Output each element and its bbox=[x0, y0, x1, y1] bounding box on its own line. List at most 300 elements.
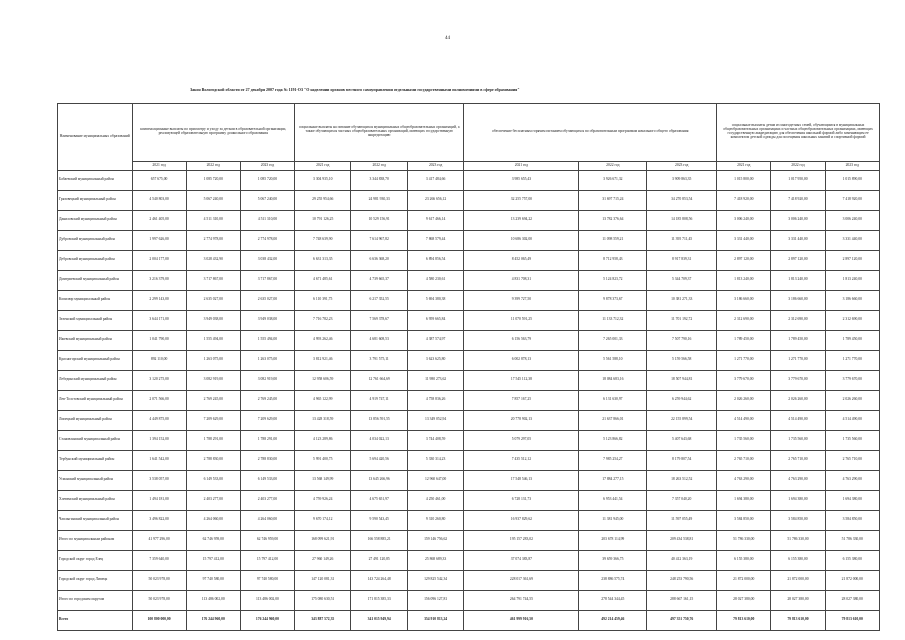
municipality-name: Ижевский муниципальный район bbox=[58, 330, 133, 350]
table-cell: 6 728 131,73 bbox=[464, 490, 579, 510]
table-cell: 3 028 432,90 bbox=[186, 250, 240, 270]
header-municipality: Наименование муниципальных образований bbox=[58, 103, 133, 170]
table-cell: 1 694 380,00 bbox=[771, 490, 825, 510]
table-cell: 6 110 391,75 bbox=[295, 290, 351, 310]
table-cell: 6 259 944,62 bbox=[647, 390, 717, 410]
table-cell: 13 239 694,22 bbox=[464, 210, 579, 230]
table-cell: 13 856 591,55 bbox=[351, 410, 407, 430]
table-cell: 1 017 950,00 bbox=[771, 170, 825, 190]
table-cell: 27 960 149,26 bbox=[295, 550, 351, 570]
table-cell: 5 344 709,37 bbox=[647, 270, 717, 290]
table-cell: 195 157 283,02 bbox=[464, 530, 579, 550]
table-cell: 492 214 459,46 bbox=[579, 610, 647, 630]
table-cell: 9 399 727,50 bbox=[464, 290, 579, 310]
year-header: 2021 год bbox=[132, 161, 186, 170]
table-cell: 6 155 380,00 bbox=[771, 550, 825, 570]
table-cell: 24 981 930,33 bbox=[351, 190, 407, 210]
table-cell: 5 330 314,23 bbox=[407, 450, 463, 470]
table-cell: 7 418 920,00 bbox=[771, 190, 825, 210]
table-cell: 3 949 038,00 bbox=[240, 310, 294, 330]
table-cell: 14 185 808,56 bbox=[647, 210, 717, 230]
table-row bbox=[58, 570, 880, 590]
table-cell: 7 569 378,67 bbox=[351, 310, 407, 330]
table-row bbox=[58, 610, 880, 630]
table-cell: 4 034 022,13 bbox=[351, 430, 407, 450]
table-cell: 12 761 664,69 bbox=[351, 370, 407, 390]
table-cell: 3 584 850,00 bbox=[717, 510, 771, 530]
table-cell: 4 763 290,00 bbox=[717, 470, 771, 490]
table-cell: 288 667 161,15 bbox=[647, 590, 717, 610]
table-row bbox=[58, 370, 880, 390]
table-cell: 5 067 240,00 bbox=[186, 190, 240, 210]
table-cell: 3 779 670,00 bbox=[771, 370, 825, 390]
table-cell: 3 038 432,00 bbox=[240, 250, 294, 270]
table-cell: 50 023 978,00 bbox=[132, 570, 186, 590]
table-cell: 2 299 143,00 bbox=[132, 290, 186, 310]
table-row bbox=[58, 530, 880, 550]
table-cell: 175 080 630,51 bbox=[295, 590, 351, 610]
table-cell: 97 740 580,00 bbox=[240, 570, 294, 590]
table-cell: 461 999 916,50 bbox=[464, 610, 579, 630]
table-cell: 2 769 245,00 bbox=[240, 390, 294, 410]
municipality-name: Итого по муниципальным районам bbox=[58, 530, 133, 550]
table-row bbox=[58, 210, 880, 230]
table-cell: 3 082 919,00 bbox=[186, 370, 240, 390]
header-group-1: компенсационные выплаты по присмотру и уходу за детьми в образовательной организации, реализующей образовательную программу дошкольного образования bbox=[132, 103, 295, 161]
municipality-name: Дубровский муниципальный район bbox=[58, 230, 133, 250]
table-cell: 7 359 640,00 bbox=[132, 550, 186, 570]
table-cell: 159 146 756,62 bbox=[407, 530, 463, 550]
table-cell: 7 614 967,82 bbox=[351, 230, 407, 250]
table-row bbox=[58, 450, 880, 470]
municipality-name: Кизилюр муниципальный район bbox=[58, 290, 133, 310]
municipality-name: Даниловский муниципальный район bbox=[58, 210, 133, 230]
municipality-name: Городской округ город Липецк bbox=[58, 570, 133, 590]
table-cell: 1 789 450,00 bbox=[825, 330, 879, 350]
table-cell: 892 110,00 bbox=[132, 350, 186, 370]
table-cell: 6 631 313,35 bbox=[295, 250, 351, 270]
table-cell: 1 555 494,00 bbox=[186, 330, 240, 350]
municipality-name: Лебединский муниципальный район bbox=[58, 370, 133, 390]
table-cell: 3 779 670,00 bbox=[825, 370, 879, 390]
table-cell: 1 041 790,00 bbox=[132, 330, 186, 350]
table-cell: 10 529 156,91 bbox=[351, 210, 407, 230]
table-cell: 10 791 126,25 bbox=[295, 210, 351, 230]
table-cell: 3 082 919,00 bbox=[240, 370, 294, 390]
municipality-name: Городской округ город Елец bbox=[58, 550, 133, 570]
table-cell: 20 778 902,13 bbox=[464, 410, 579, 430]
table-cell: 2 635 027,00 bbox=[240, 290, 294, 310]
table-cell: 1 494 181,00 bbox=[132, 490, 186, 510]
table-cell: 4 759 926,24 bbox=[295, 490, 351, 510]
table-cell: 1 271 770,00 bbox=[717, 350, 771, 370]
table-row bbox=[58, 310, 880, 330]
year-header: 2023 год bbox=[407, 161, 463, 170]
table-cell: 4 831 708,31 bbox=[464, 270, 579, 290]
table-cell: 168 099 621,91 bbox=[295, 530, 351, 550]
table-cell: 113 486 002,00 bbox=[186, 590, 240, 610]
table-cell: 7 435 512,12 bbox=[464, 450, 579, 470]
table-cell: 4 511 310,00 bbox=[186, 210, 240, 230]
table-cell: 166 558 885,21 bbox=[351, 530, 407, 550]
table-cell: 2 461 405,00 bbox=[132, 210, 186, 230]
year-header: 2021 год bbox=[295, 161, 351, 170]
table-cell: 28 027 380,00 bbox=[771, 590, 825, 610]
year-header: 2022 год bbox=[771, 161, 825, 170]
table-cell: 7 748 639,90 bbox=[295, 230, 351, 250]
table-row bbox=[58, 550, 880, 570]
table-cell: 3 644 171,00 bbox=[132, 310, 186, 330]
table-cell: 1 015 890,00 bbox=[825, 170, 879, 190]
table-cell: 3 496 822,00 bbox=[132, 510, 186, 530]
table-cell: 9 617 466,14 bbox=[407, 210, 463, 230]
year-header: 2023 год bbox=[240, 161, 294, 170]
table-cell: 15 797 412,00 bbox=[240, 550, 294, 570]
table-cell: 17 884 277,15 bbox=[579, 470, 647, 490]
table-cell: 2 403 277,00 bbox=[186, 490, 240, 510]
table-cell: 3 717 867,00 bbox=[186, 270, 240, 290]
table-cell: 3 304 935,10 bbox=[295, 170, 351, 190]
table-cell: 4 511 310,00 bbox=[240, 210, 294, 230]
table-cell: 2 897 120,00 bbox=[825, 250, 879, 270]
table-cell: 113 486 002,00 bbox=[240, 590, 294, 610]
page-number: 44 bbox=[445, 36, 450, 41]
table-cell: 41 977 296,00 bbox=[132, 530, 186, 550]
table-cell: 9 670 174,12 bbox=[295, 510, 351, 530]
table-cell: 7 418 920,00 bbox=[717, 190, 771, 210]
year-header: 2022 год bbox=[186, 161, 240, 170]
table-cell: 4 514 490,00 bbox=[825, 410, 879, 430]
table-cell: 29 255 954,66 bbox=[295, 190, 351, 210]
table-cell: 2 004 177,00 bbox=[132, 250, 186, 270]
municipality-name: Лев-Толстовский муниципальный район bbox=[58, 390, 133, 410]
table-row bbox=[58, 470, 880, 490]
table-cell: 1 813 240,00 bbox=[771, 270, 825, 290]
table-cell: 4 514 490,00 bbox=[717, 410, 771, 430]
table-row bbox=[58, 510, 880, 530]
municipality-name: Дмитриевский муниципальный район bbox=[58, 270, 133, 290]
table-cell: 2 774 978,00 bbox=[186, 230, 240, 250]
table-cell: 3 006 240,00 bbox=[771, 210, 825, 230]
table-cell: 1 271 770,00 bbox=[825, 350, 879, 370]
table-cell: 2 765 710,00 bbox=[717, 450, 771, 470]
table-cell: 2 026 260,00 bbox=[771, 390, 825, 410]
table-cell: 1 735 560,00 bbox=[825, 430, 879, 450]
year-header: 2023 год bbox=[647, 161, 717, 170]
table-row bbox=[58, 270, 880, 290]
table-cell: 13 645 266,96 bbox=[351, 470, 407, 490]
table-cell: 4 250 461,00 bbox=[407, 490, 463, 510]
table-cell: 6 894 856,54 bbox=[407, 250, 463, 270]
table-cell: 27 491 120,85 bbox=[351, 550, 407, 570]
table-cell: 5 159 566,58 bbox=[647, 350, 717, 370]
table-cell: 3 417 484,66 bbox=[407, 170, 463, 190]
table-cell: 5 991 400,75 bbox=[295, 450, 351, 470]
table-cell: 2 026 260,00 bbox=[717, 390, 771, 410]
table-cell: 18 084 683,16 bbox=[579, 370, 647, 390]
table-cell: 6 155 380,00 bbox=[825, 550, 879, 570]
table-cell: 5 123 866,82 bbox=[579, 430, 647, 450]
table-cell: 248 253 790,56 bbox=[647, 570, 717, 590]
table-cell: 1 997 626,00 bbox=[132, 230, 186, 250]
table-cell: 176 244 960,00 bbox=[186, 610, 240, 630]
table-cell: 2 026 260,00 bbox=[825, 390, 879, 410]
table-row bbox=[58, 230, 880, 250]
table-cell: 1 263 075,00 bbox=[240, 350, 294, 370]
table-cell: 354 910 813,24 bbox=[407, 610, 463, 630]
table-cell: 2 765 710,00 bbox=[825, 450, 879, 470]
table-cell: 4 514 490,00 bbox=[771, 410, 825, 430]
table-cell: 6 155 380,00 bbox=[717, 550, 771, 570]
table-cell: 4 540 803,00 bbox=[132, 190, 186, 210]
table-cell: 1 789 450,00 bbox=[771, 330, 825, 350]
table-cell: 657 675,00 bbox=[132, 170, 186, 190]
table-cell: 3 584 850,00 bbox=[771, 510, 825, 530]
year-header-row bbox=[58, 161, 880, 170]
table-cell: 62 746 959,00 bbox=[186, 530, 240, 550]
table-cell: 228 017 361,69 bbox=[464, 570, 579, 590]
table-cell: 2 071 566,00 bbox=[132, 390, 186, 410]
table-cell: 3 812 921,46 bbox=[295, 350, 351, 370]
appendix-table bbox=[57, 85, 880, 631]
table-cell: 4 123 289,86 bbox=[295, 430, 351, 450]
municipality-name: Всего bbox=[58, 610, 133, 630]
table-cell: 51 786 330,00 bbox=[771, 530, 825, 550]
table-cell: 3 717 867,00 bbox=[240, 270, 294, 290]
table-cell: 3 623 625,80 bbox=[407, 350, 463, 370]
table-cell: 156 096 127,81 bbox=[407, 590, 463, 610]
table-cell: 341 015 949,94 bbox=[351, 610, 407, 630]
table-cell: 51 786 330,00 bbox=[717, 530, 771, 550]
table-cell: 11 133 712,32 bbox=[579, 310, 647, 330]
table-cell: 4 739 665,37 bbox=[351, 270, 407, 290]
year-header: 2021 год bbox=[464, 161, 579, 170]
table-cell: 4 763 290,00 bbox=[825, 470, 879, 490]
table-cell: 21 637 866,01 bbox=[579, 410, 647, 430]
table-cell: 3 926 671,32 bbox=[579, 170, 647, 190]
table-row bbox=[58, 350, 880, 370]
table-cell: 12 960 647,00 bbox=[407, 470, 463, 490]
table-cell: 6 149 533,00 bbox=[240, 470, 294, 490]
table-cell: 238 886 575,74 bbox=[579, 570, 647, 590]
table-cell: 5 079 297,05 bbox=[464, 430, 579, 450]
table-cell: 1 641 542,00 bbox=[132, 450, 186, 470]
table-cell: 18 507 944,81 bbox=[647, 370, 717, 390]
table-cell: 7 857 167,25 bbox=[464, 390, 579, 410]
table-cell: 1 694 380,00 bbox=[825, 490, 879, 510]
table-cell: 5 124 823,72 bbox=[579, 270, 647, 290]
table-cell: 3 120 275,00 bbox=[132, 370, 186, 390]
table-cell: 5 694 420,56 bbox=[351, 450, 407, 470]
table-cell: 13 568 149,99 bbox=[295, 470, 351, 490]
table-cell: 28 027 380,00 bbox=[825, 590, 879, 610]
municipality-name: Зеленский муниципальный район bbox=[58, 310, 133, 330]
table-cell: 3 186 660,00 bbox=[825, 290, 879, 310]
table-cell: 7 507 790,16 bbox=[647, 330, 717, 350]
table-cell: 6 636 368,20 bbox=[351, 250, 407, 270]
table-cell: 13 428 318,59 bbox=[295, 410, 351, 430]
table-cell: 2 765 710,00 bbox=[771, 450, 825, 470]
table-cell: 1 788 291,00 bbox=[240, 430, 294, 450]
year-header: 2023 год bbox=[825, 161, 879, 170]
table-cell: 7 985 254,27 bbox=[579, 450, 647, 470]
year-header: 2021 год bbox=[717, 161, 771, 170]
table-cell: 1 015 800,00 bbox=[717, 170, 771, 190]
table-cell: 79 813 610,00 bbox=[717, 610, 771, 630]
table-cell: 22 155 899,54 bbox=[647, 410, 717, 430]
table-cell: 171 815 385,33 bbox=[351, 590, 407, 610]
table-cell: 203 678 114,99 bbox=[579, 530, 647, 550]
table-cell: 11 381 945,00 bbox=[579, 510, 647, 530]
table-cell: 3 331 440,00 bbox=[825, 230, 879, 250]
table-cell: 50 023 978,00 bbox=[132, 590, 186, 610]
table-cell: 4 671 485,61 bbox=[295, 270, 351, 290]
table-cell: 21 872 000,00 bbox=[825, 570, 879, 590]
table-cell: 4 993 262,46 bbox=[295, 330, 351, 350]
table-cell: 9 878 373,67 bbox=[579, 290, 647, 310]
table-cell: 10 381 271,33 bbox=[647, 290, 717, 310]
table-cell: 3 985 655,43 bbox=[464, 170, 579, 190]
municipality-name: Красногорский муниципальный район bbox=[58, 350, 133, 370]
table-cell: 4 264 060,00 bbox=[186, 510, 240, 530]
table-row bbox=[58, 250, 880, 270]
table-cell: 11 597 055,49 bbox=[647, 510, 717, 530]
table-cell: 5 694 380,38 bbox=[407, 290, 463, 310]
municipality-name: Бабаевский муниципальный район bbox=[58, 170, 133, 190]
table-cell: 8 712 958,43 bbox=[579, 250, 647, 270]
table-cell: 6 156 563,79 bbox=[464, 330, 579, 350]
table-cell: 1 788 291,00 bbox=[186, 430, 240, 450]
table-cell: 7 357 040,20 bbox=[647, 490, 717, 510]
table-cell: 2 897 120,00 bbox=[717, 250, 771, 270]
table-row bbox=[58, 390, 880, 410]
table-cell: 79 813 610,00 bbox=[825, 610, 879, 630]
table-cell: 13 782 376,64 bbox=[579, 210, 647, 230]
document-title: Закон Вологодской области от 27 декабря 2007 года № 1191-ОЗ "О наделении органов местного самоуправления отдельными государственными полномочиями в сфере образования" bbox=[190, 87, 520, 92]
table-cell: 28 027 380,00 bbox=[717, 590, 771, 610]
table-cell: 7 418 920,00 bbox=[825, 190, 879, 210]
table-cell: 1 789 450,00 bbox=[717, 330, 771, 350]
table-cell: 5 561 588,10 bbox=[579, 350, 647, 370]
table-cell: 278 544 344,45 bbox=[579, 590, 647, 610]
table-cell: 147 120 081,31 bbox=[295, 570, 351, 590]
table-cell: 4 449 875,00 bbox=[132, 410, 186, 430]
table-cell: 4 965 122,99 bbox=[295, 390, 351, 410]
table-cell: 2 403 277,00 bbox=[240, 490, 294, 510]
table-cell: 8 452 065,49 bbox=[464, 250, 579, 270]
table-cell: 6 131 630,97 bbox=[579, 390, 647, 410]
table-cell: 79 813 610,00 bbox=[771, 610, 825, 630]
table-cell: 1 263 075,00 bbox=[186, 350, 240, 370]
table-cell: 497 351 750,76 bbox=[647, 610, 717, 630]
table-cell: 4 758 836,26 bbox=[407, 390, 463, 410]
table-cell: 4 919 747,11 bbox=[351, 390, 407, 410]
header-group-2: социальные выплаты на питание обучающихся муниципальных общеобразовательных организаций, а также обучающихся частных общеобразовательных организаций, имеющих государственную аккредитацию bbox=[295, 103, 464, 161]
table-cell: 17 545 112,38 bbox=[464, 370, 579, 390]
table-cell: 1 271 770,00 bbox=[771, 350, 825, 370]
municipality-name: Дебровский муниципальный район bbox=[58, 250, 133, 270]
header-group-3: обеспечение бесплатным горячим питанием обучающихся по образовательным программам начального общего образования bbox=[464, 103, 717, 161]
table-cell: 8 917 839,31 bbox=[647, 250, 717, 270]
table-cell: 6 953 441,54 bbox=[579, 490, 647, 510]
table-cell: 264 791 744,55 bbox=[464, 590, 579, 610]
table-cell: 2 788 830,00 bbox=[186, 450, 240, 470]
table-cell: 3 779 670,00 bbox=[717, 370, 771, 390]
year-header: 2022 год bbox=[579, 161, 647, 170]
table-cell: 2 769 245,00 bbox=[186, 390, 240, 410]
table-row bbox=[58, 170, 880, 190]
table-cell: 3 331 440,00 bbox=[717, 230, 771, 250]
table-cell: 4 681 608,53 bbox=[351, 330, 407, 350]
year-header: 2022 год bbox=[351, 161, 407, 170]
table-cell: 37 074 383,87 bbox=[464, 550, 579, 570]
table-cell: 3 949 038,00 bbox=[186, 310, 240, 330]
table-cell: 13 349 052,94 bbox=[407, 410, 463, 430]
table-cell: 1 085 720,00 bbox=[240, 170, 294, 190]
table-cell: 11 070 591,25 bbox=[464, 310, 579, 330]
table-cell: 3 538 057,00 bbox=[132, 470, 186, 490]
table-cell: 1 735 560,00 bbox=[771, 430, 825, 450]
table-cell: 343 887 572,35 bbox=[295, 610, 351, 630]
table-cell: 7 716 782,23 bbox=[295, 310, 351, 330]
table-cell: 16 937 829,62 bbox=[464, 510, 579, 530]
table-row bbox=[58, 290, 880, 310]
table-cell: 3 344 838,70 bbox=[351, 170, 407, 190]
table-cell: 62 746 959,00 bbox=[240, 530, 294, 550]
table-row bbox=[58, 410, 880, 430]
table-cell: 209 434 538,81 bbox=[647, 530, 717, 550]
table-cell: 7 868 579,44 bbox=[407, 230, 463, 250]
table-cell: 3 186 660,00 bbox=[717, 290, 771, 310]
header-group-4: социальные выплаты детям из многодетных семей, обучающимся в муниципальных общеобразовательных организациях и частных общеобразовательных организациях, имеющих государственную аккредитацию для обеспечения школьной формой либо заменяющим ее комплектом детской одежды для посещения школьных занятий и спортивной формой bbox=[717, 103, 880, 161]
table-cell: 4 580 230,61 bbox=[407, 270, 463, 290]
table-cell: 143 724 264,48 bbox=[351, 570, 407, 590]
municipality-name: Липецкий муниципальный район bbox=[58, 410, 133, 430]
table-cell: 2 635 027,00 bbox=[186, 290, 240, 310]
table-cell: 3 186 660,00 bbox=[771, 290, 825, 310]
table-row bbox=[58, 590, 880, 610]
table-cell: 7 265 001,33 bbox=[579, 330, 647, 350]
table-cell: 4 264 060,00 bbox=[240, 510, 294, 530]
table-cell: 2 897 120,00 bbox=[771, 250, 825, 270]
municipality-name: Хлевенский муниципальный район bbox=[58, 490, 133, 510]
table-cell: 1 394 152,00 bbox=[132, 430, 186, 450]
table-cell: 11 098 559,21 bbox=[579, 230, 647, 250]
table-cell: 2 788 830,00 bbox=[240, 450, 294, 470]
table-cell: 2 312 690,00 bbox=[717, 310, 771, 330]
table-cell: 97 740 580,00 bbox=[186, 570, 240, 590]
table-cell: 4 763 290,00 bbox=[771, 470, 825, 490]
table-cell: 129 825 542,34 bbox=[407, 570, 463, 590]
table-cell: 11 701 192,72 bbox=[647, 310, 717, 330]
table-cell: 32 255 757,00 bbox=[464, 190, 579, 210]
table-cell: 3 331 440,00 bbox=[771, 230, 825, 250]
table-cell: 3 744 408,59 bbox=[407, 430, 463, 450]
table-cell: 1 813 240,00 bbox=[717, 270, 771, 290]
table-row bbox=[58, 490, 880, 510]
table-cell: 1 694 380,00 bbox=[717, 490, 771, 510]
table-cell: 3 006 240,00 bbox=[717, 210, 771, 230]
municipality-name: Тербунский муниципальный район bbox=[58, 450, 133, 470]
municipality-name: Грязовецкий муниципальный район bbox=[58, 190, 133, 210]
table-cell: 4 387 574,97 bbox=[407, 330, 463, 350]
table-cell: 1 085 720,00 bbox=[186, 170, 240, 190]
table-cell: 10 686 302,00 bbox=[464, 230, 579, 250]
table-cell: 6 217 352,55 bbox=[351, 290, 407, 310]
table-cell: 18 263 512,52 bbox=[647, 470, 717, 490]
table-cell: 3 909 863,35 bbox=[647, 170, 717, 190]
table-cell: 40 412 363,19 bbox=[647, 550, 717, 570]
